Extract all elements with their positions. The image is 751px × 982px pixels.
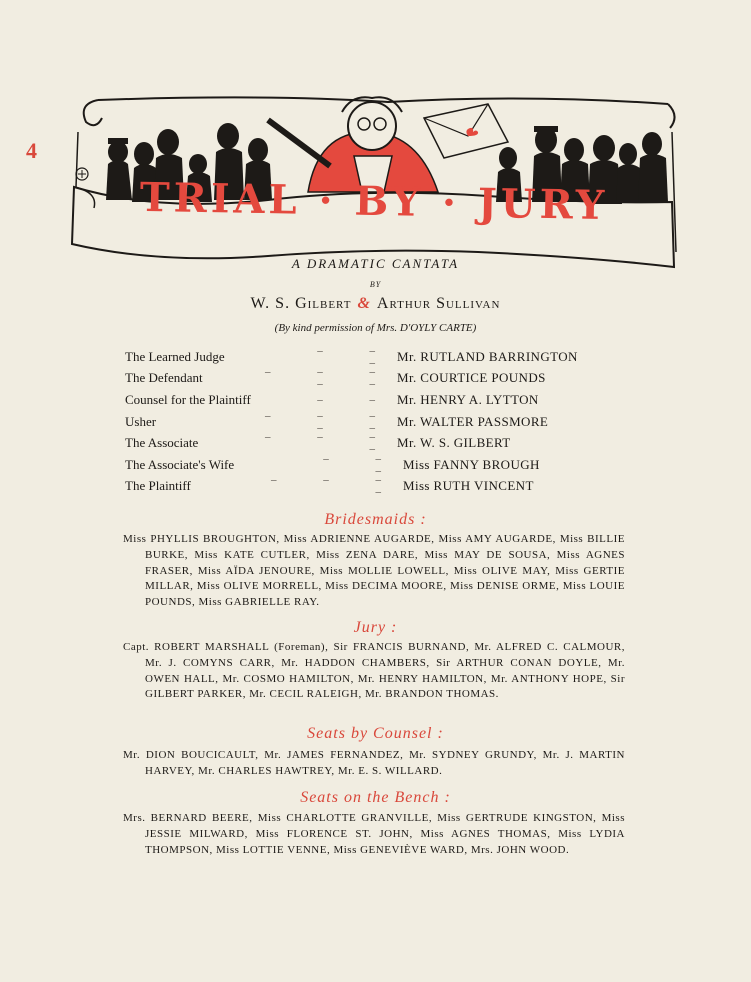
cast-actor: Mr. WALTER PASSMORE [397,413,549,429]
cast-dashes: – – – – – [265,366,397,391]
cast-role: The Associate [125,435,199,451]
cast-dashes: – – – – [271,474,403,499]
authors-line [0,295,751,313]
cast-actor: Miss FANNY BROUGH [403,456,540,472]
subtitle: A DRAMATIC CANTATA [291,256,460,271]
cast-actor: Mr. W. S. GILBERT [397,435,511,451]
cast-role: The Defendant [125,370,203,386]
section-body-jury: Capt. ROBERT MARSHALL (Foreman), Sir FRANCIS BURNAND, Mr. ALFRED C. CALMOUR, Mr. J. COMYNS CARR, Mr. HADDON CHAMBERS, Sir ARTHUR CONAN DOYLE, Mr. OWEN HALL, Mr. COSMO HAMILTON, Mr. HENRY HAMILTON, Mr. ANTHONY HOPE, Sir GILBERT PARKER, Mr. CECIL RALEIGH, Mr. BRANDON THOMAS. [123,641,625,701]
permission-note: (By kind permission of Mrs. D'OYLY CARTE) [274,322,477,334]
author-sullivan: Arthur Sullivan [376,295,501,312]
cast-actor: Mr. HENRY A. LYTTON [397,391,539,407]
cast-row [125,432,635,454]
by-label: BY [369,280,382,289]
section-body-seats-by-counsel: Mr. DION BOUCICAULT, Mr. JAMES FERNANDEZ, Mr. SYDNEY GRUNDY, Mr. J. MARTIN HARVEY, Mr. CHARLES HAWTREY, Mr. E. S. WILLARD. [123,749,625,777]
section-body-bridesmaids: Miss PHYLLIS BROUGHTON, Miss ADRIENNE AUGARDE, Miss AMY AUGARDE, Miss BILLIE BURKE, Miss KATE CUTLER, Miss ZENA DARE, Miss MAY DE SOUSA, Miss AGNES FRASER, Miss AÏDA JENOURE, Miss MOLLIE LOWELL, Miss OLIVE MAY, Miss GERTIE MILLAR, Miss OLIVE MORRELL, Miss DECIMA MOORE, Miss DENISE ORME, Miss LOUIE POUNDS, Miss GABRIELLE RAY. [123,533,625,609]
cast-role: Counsel for the Plaintiff [125,391,251,407]
cast-dashes: – – – [317,344,397,369]
cast-dashes: – – – – – [265,409,397,434]
cast-list [125,346,635,497]
cast-actor: Mr. COURTICE POUNDS [397,370,546,386]
cast-actor: Mr. RUTLAND BARRINGTON [397,348,578,364]
cast-row [125,368,635,390]
cast-row [125,454,635,476]
author-gilbert: W. S. Gilbert [250,295,352,312]
cast-row [125,389,635,411]
cast-dashes: – – [317,393,397,406]
section-heading-jury: Jury : [353,619,398,636]
section-heading-seats-on-bench: Seats on the Bench : [300,789,451,806]
cast-role: The Learned Judge [125,348,225,364]
page-number: 4 [26,138,37,163]
cast-row [125,411,635,433]
section-heading-bridesmaids: Bridesmaids : [324,511,427,528]
cast-row [125,476,635,498]
cast-dashes: – – – [323,452,403,477]
letter-with-heart-icon [424,104,508,158]
cast-row [125,346,635,368]
cast-role: Usher [125,413,157,429]
cast-role: The Plaintiff [125,478,191,494]
page-title: TRIAL · BY · JURY [139,173,609,230]
cast-actor: Miss RUTH VINCENT [403,478,534,494]
section-heading-seats-by-counsel: Seats by Counsel : [307,725,444,742]
cast-dashes: – – – – [265,431,397,456]
section-body-seats-on-bench: Mrs. BERNARD BEERE, Miss CHARLOTTE GRANVILLE, Miss GERTRUDE KINGSTON, Miss JESSIE MILWARD, Miss FLORENCE ST. JOHN, Miss AGNES THOMAS, Miss LYDIA THOMPSON, Miss LOTTIE VENNE, Miss GENEVIÈVE WARD, Mrs. JOHN WOOD. [123,812,625,856]
cast-role: The Associate's Wife [125,456,235,472]
ampersand: & [357,295,371,312]
